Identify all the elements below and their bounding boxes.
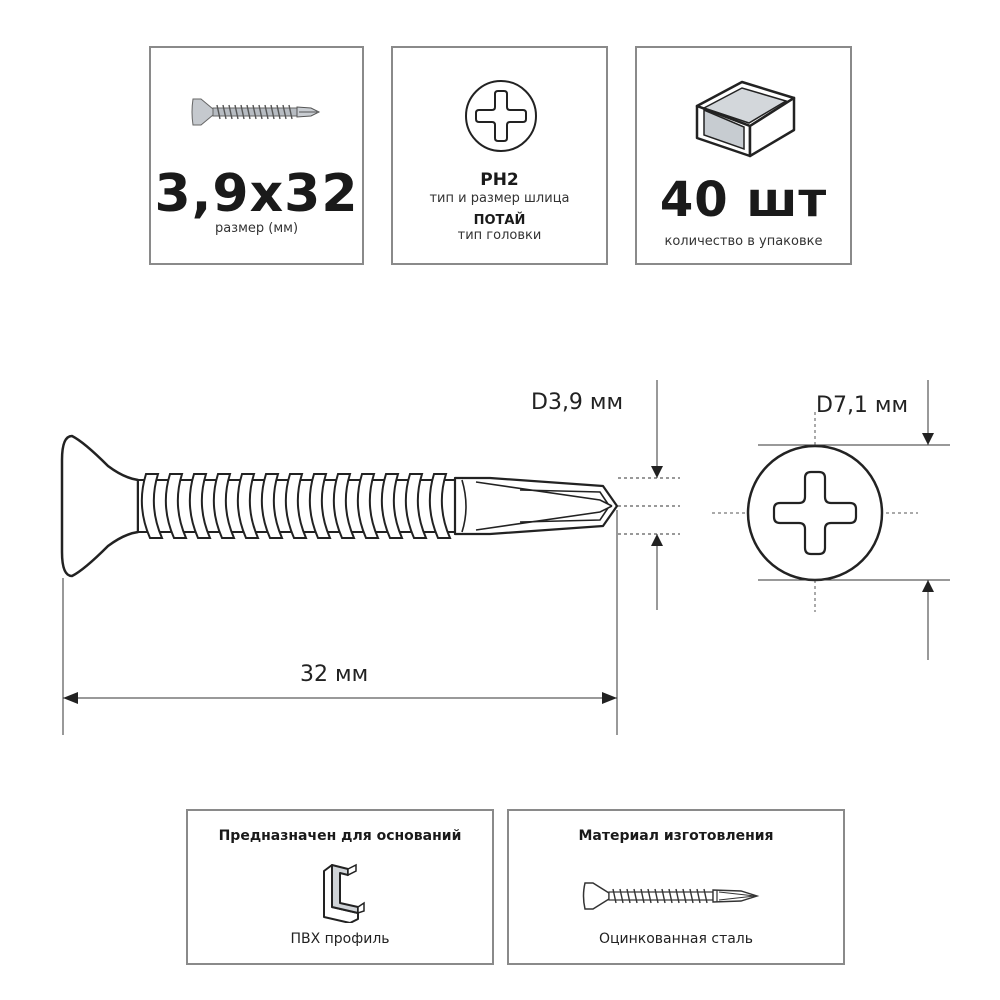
size-card (149, 46, 364, 265)
pvc-profile-icon (318, 861, 368, 923)
shank-diameter-label: D3,9 мм (531, 390, 624, 415)
screw-drawing (0, 370, 1000, 750)
drill-tip (455, 478, 617, 534)
base-title: Предназначен для оснований (218, 828, 462, 844)
base-value: ПВХ профиль (290, 931, 390, 947)
head-type-caption: тип головки (457, 228, 542, 243)
pack-quantity: 40 шт (659, 172, 828, 228)
material-screw-icon (579, 879, 769, 913)
mini-screw-icon (187, 93, 327, 131)
base-card (186, 809, 494, 965)
head-type: ПОТАЙ (473, 213, 526, 228)
slot-card (391, 46, 608, 265)
screw-head (62, 436, 138, 576)
pack-caption: количество в упаковке (664, 234, 823, 249)
phillips-slot-icon (463, 78, 539, 154)
size-value: 3,9x32 (154, 164, 359, 224)
size-caption: размер (мм) (214, 221, 299, 236)
material-title: Материал изготовления (578, 828, 774, 844)
length-label: 32 мм (300, 662, 369, 687)
head-diameter-label: D7,1 мм (816, 393, 909, 418)
slot-type: PH2 (480, 170, 519, 190)
pack-card (635, 46, 852, 265)
box-icon (692, 68, 802, 158)
material-value: Оцинкованная сталь (598, 931, 754, 947)
slot-type-caption: тип и размер шлица (429, 191, 570, 206)
head-top-view (712, 412, 918, 612)
material-card (507, 809, 845, 965)
